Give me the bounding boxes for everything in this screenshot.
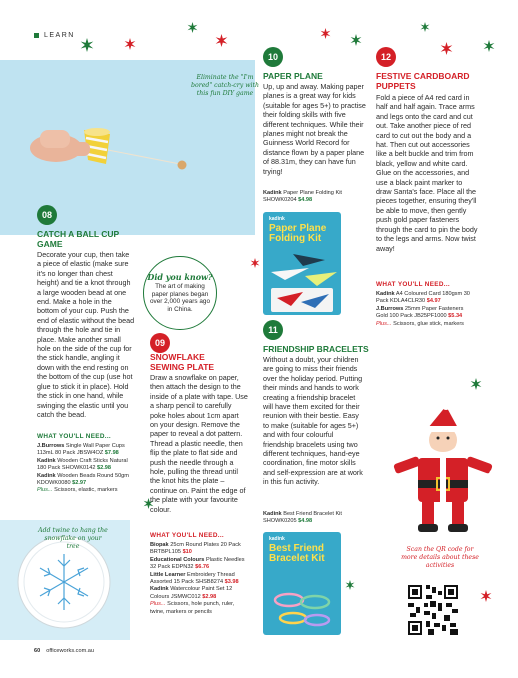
need-item: Kadink A4 Coloured Card 180gsm 30 Pack KDLA4CLR30 $4.97 [376, 291, 470, 305]
note-qr: Scan the QR code for more details about these activities [401, 546, 479, 569]
bracelet-kit-contents [263, 570, 341, 635]
need-item: J.Burrows 25mm Paper Fasteners Gold 100 Pack JB25PF1000 $5.34 [376, 305, 464, 320]
section-label [34, 32, 75, 39]
card-body-12: Fold a piece of A4 red card in half and half again. Trace arms and legs onto the card and cut out. Take another piece of red card to cut out the body and a hat. Then cut out accessories like a belt buckle and trim from black, yellow and white card. Glue on the accessories, and use a black paint marker to draw Santa's face. Place all the pieces together, ensuring they'll be able to move, then gently push gold paper fasteners through the card to pin the body to the legs and arms. Now twist away! [376, 93, 478, 253]
need-list-08 [37, 443, 137, 495]
fact-question: Did you know? [147, 271, 213, 282]
card-body-11: Without a doubt, your children are going to miss their friends over the holiday period. Putting their minds and hands to work creating a friendship bracelet will have them excited for their reunion with their bestie. Easy to make (suitable for ages 5+) and with four colourful friendship bracelets using two different techniques, hand-eye coordination, fine motor skills and self-expression are at work in this fun activity. [263, 355, 363, 487]
need-title-09: WHAT YOU'LL NEED... [150, 532, 224, 539]
star-icon [420, 22, 430, 32]
need-list-11 [263, 511, 373, 526]
star-icon [470, 378, 482, 390]
fact-bubble [143, 256, 217, 330]
need-item: J.Burrows Single Wall Paper Cups 113mL 80 Pack JBSW4OZ $7.98 [37, 443, 125, 457]
card-title-08: CATCH A BALL CUP GAME [37, 229, 120, 249]
plane-kit-contents [263, 250, 341, 315]
need-item: Kadink Paper Plane Folding Kit [263, 190, 342, 196]
star-icon [215, 34, 228, 47]
kit-title: Paper Plane Folding Kit [269, 223, 327, 244]
need-item: Kadink Best Friend Bracelet Kit [263, 511, 342, 517]
card-number-10: 10 [263, 47, 283, 67]
star-icon [80, 38, 94, 52]
card-number-08: 08 [37, 205, 57, 225]
page-footer [34, 648, 94, 654]
need-item: SHOWK0205 $4.98 [263, 518, 313, 525]
star-icon [480, 590, 492, 602]
card-body-10: Up, up and away. Making paper planes is a great way for kids (suitable for ages 5+) to practise their folding skills with five different techniques. While their planes might not break the Guinness World Record for distance flown by a paper plane of 88.31m, they can have fun trying! [263, 82, 366, 176]
need-item: Little Learner Embroidery Thread Assorted 15 Pack SHSB8274 $3.98 [150, 571, 239, 586]
need-plus: Plus... Scissors, hole punch, ruler, twine, markers or pencils [150, 601, 235, 615]
card-body-09: Draw a snowflake on paper, then attach the design to the inside of a plate with tape. Use a sharp pencil to carefully poke holes about 1cm apart on your design. Remove the paper to reveal a dot pattern. Thread a plastic needle, then flip the plate to flat side and push the needle through a hole, pulling the thread until the knot hits the plate – continue on. Paint the edge of the plate with your favourite colour. [150, 373, 248, 514]
card-title-09: SNOWFLAKE SEWING PLATE [150, 352, 215, 372]
need-list-09 [150, 542, 250, 616]
need-item: Educational Colours Plastic Needles 32 Pack EDPN32 $6.76 [150, 556, 245, 571]
section-title: LEARN [44, 32, 75, 39]
card-number-09: 09 [150, 333, 170, 353]
card-title-11: FRIENDSHIP BRACELETS [263, 344, 369, 354]
kit-brand: kadink [269, 216, 285, 222]
need-plus: Plus... Scissors, elastic, markers [37, 487, 118, 494]
santa-puppet-illustration [388, 400, 498, 540]
need-item: SHOWK0204 $4.98 [263, 197, 313, 204]
need-title-08: WHAT YOU'LL NEED... [37, 433, 111, 440]
card-number-12: 12 [376, 47, 396, 67]
page-number: 60 [34, 648, 41, 654]
need-list-10 [263, 190, 373, 205]
star-icon [350, 34, 362, 46]
star-icon [483, 40, 495, 52]
card-body-08: Decorate your cup, then take a piece of elastic (make sure it's no longer than chest height) and tie a knot through a large wooden bead at one end. Make a hole in the bottom of your cup. Push the end of elastic without the bead through the hole and tie in place. Make another small hole on the side of the cup for the stick handle, angling it down with the end resting on the bottom of the cup (use hot glue to stick it in place). Hold the stick in one hand, while swinging the elastic until you catch the bead. [37, 250, 135, 419]
star-icon [250, 258, 260, 268]
plane-kit-box [263, 212, 341, 315]
star-icon [440, 42, 453, 55]
site-link[interactable]: officeworks.com.au [46, 648, 95, 654]
need-item: Kadink Wooden Beads Round 50gm KDOWK0080 $2.97 [37, 472, 129, 487]
card-title-10: PAPER PLANE [263, 71, 323, 81]
kit-brand: kadink [269, 536, 285, 542]
star-icon [345, 580, 355, 590]
note-bored: Eliminate the "I'm bored" catch-cry with this fun DIY game [191, 74, 259, 97]
qr-code-icon[interactable] [408, 585, 458, 635]
star-icon [320, 28, 331, 39]
section-marker [34, 33, 39, 38]
bracelet-kit-box [263, 532, 341, 635]
need-title-12: WHAT YOU'LL NEED... [376, 281, 450, 288]
fact-answer: The art of making paper planes began over 2,000 years ago in China. [149, 283, 211, 313]
need-item: Kadink Wooden Craft Sticks Natural 180 Pack SHOWK0142 $2.98 [37, 457, 128, 472]
card-number-11: 11 [263, 320, 283, 340]
need-list-12 [376, 291, 470, 328]
need-item: Biopak 25cm Round Plates 20 Pack BRTBPL105 $10 [150, 542, 241, 556]
card-title-12: FESTIVE CARDBOARD PUPPETS [376, 71, 470, 91]
star-icon [187, 22, 198, 33]
kit-title: Best Friend Bracelet Kit [269, 543, 325, 564]
note-twine: Add twine to hang the snowflake on your tree [38, 527, 108, 550]
need-item: Kadink Watercolour Paint Set 12 Colours JSMWC012 $2.98 [150, 586, 233, 600]
need-plus: Plus... Scissors, glue stick, markers [376, 320, 464, 327]
star-icon [124, 38, 136, 50]
